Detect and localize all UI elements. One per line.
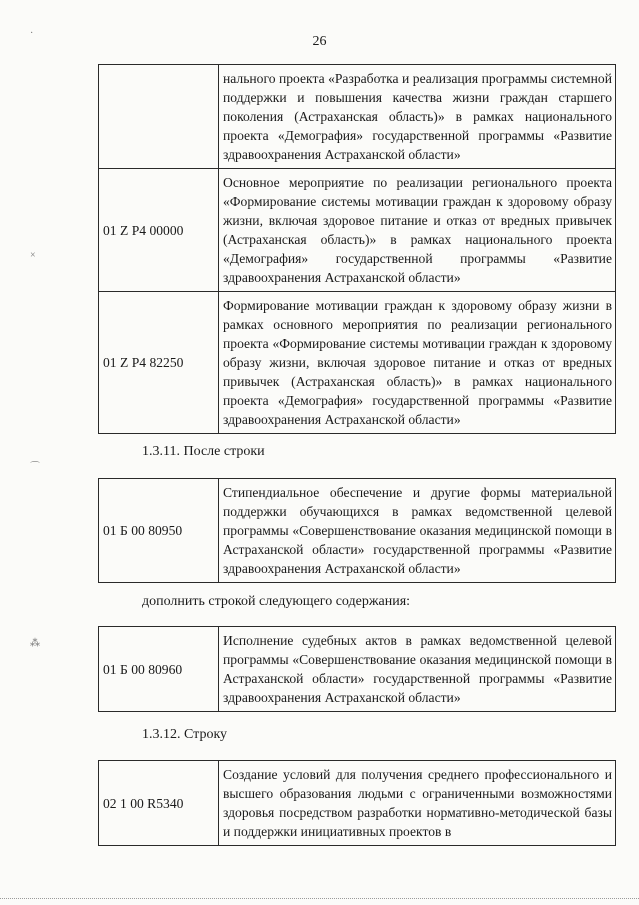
classification-code — [99, 65, 219, 169]
classification-code: 02 1 00 R5340 — [99, 761, 219, 846]
classification-code: 01 Б 00 80950 — [99, 479, 219, 583]
table-row — [99, 479, 616, 583]
margin-mark: · — [30, 28, 34, 39]
page-number: 26 — [312, 34, 327, 49]
clause-1-3-11: 1.3.11. После строки — [142, 444, 265, 459]
code-description: Формирование мотивации граждан к здоровому образу жизни в рамках основного мероприятия по реализации регионального проекта «Формирование системы мотивации граждан к здоровому образу жизни, включая здоровое питание и отказ от вредных привычек (Астраханская область)» в рамках национального проекта «Демография» государственной программы «Развитие здравоохранения Астраханской области» — [219, 292, 616, 434]
code-description: Создание условий для получения среднего профессионального и высшего образования людьми с ограниченными возможностями здоровья посредством разработки нормативно-методической базы и поддержки инициативных проектов в — [219, 761, 616, 846]
classification-code: 01 Б 00 80960 — [99, 627, 219, 712]
margin-mark: ⌒ — [30, 462, 40, 473]
classification-code: 01 Z P4 00000 — [99, 169, 219, 292]
budget-code-table-4 — [98, 760, 616, 846]
margin-mark: ⁂ — [30, 638, 40, 649]
budget-code-table-2 — [98, 478, 616, 583]
budget-code-table-1 — [98, 64, 616, 434]
table-row — [99, 65, 616, 169]
code-description: Исполнение судебных актов в рамках ведомственной целевой программы «Совершенствование оказания медицинской помощи в Астраханской области» государственной программы «Развитие здравоохранения Астраханской области» — [219, 627, 616, 712]
classification-code: 01 Z P4 82250 — [99, 292, 219, 434]
table-row — [99, 169, 616, 292]
table-row — [99, 292, 616, 434]
code-description: Стипендиальное обеспечение и другие формы материальной поддержки обучающихся в рамках ведомственной целевой программы «Совершенствование оказания медицинской помощи в Астраханской области» государственной программы «Развитие здравоохранения Астраханской области» — [219, 479, 616, 583]
code-description: Основное мероприятие по реализации регионального проекта «Формирование системы мотивации граждан к здоровому образу жизни, включая здоровое питание и отказ от вредных привычек (Астраханская область)» в рамках национального проекта «Демография» государственной программы «Развитие здравоохранения Астраханской области» — [219, 169, 616, 292]
table-row — [99, 761, 616, 846]
supplement-instruction: дополнить строкой следующего содержания: — [142, 594, 411, 609]
budget-code-table-3 — [98, 626, 616, 712]
page-bottom-edge — [0, 898, 639, 899]
margin-mark: × — [30, 250, 36, 261]
code-description: нального проекта «Разработка и реализация программы системной поддержки и повышения качества жизни граждан старшего поколения (Астраханская область)» в рамках национального проекта «Демография» государственной программы «Развитие здравоохранения Астраханской области» — [219, 65, 616, 169]
table-row — [99, 627, 616, 712]
clause-1-3-12: 1.3.12. Строку — [142, 727, 228, 742]
